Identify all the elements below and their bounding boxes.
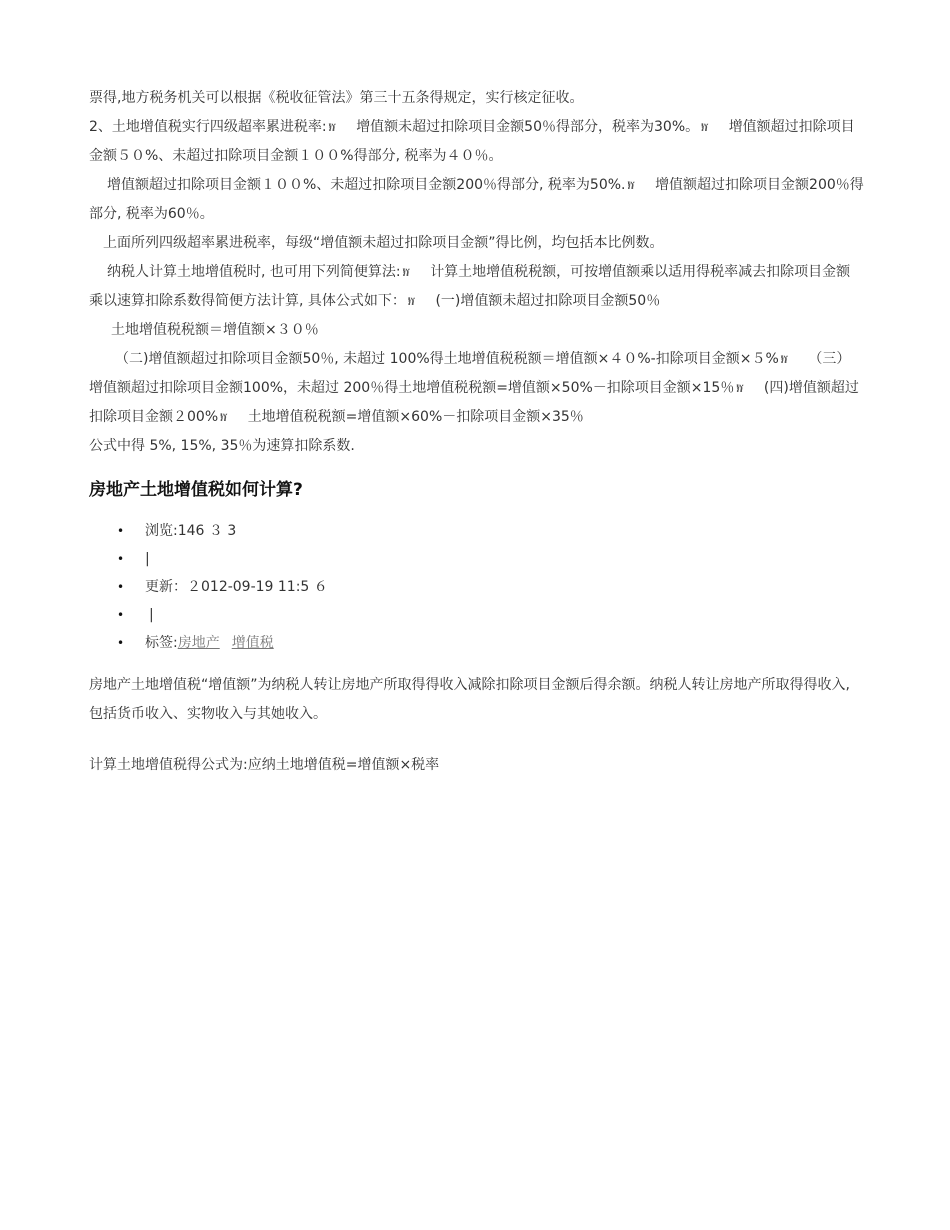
inline-mark-icon: ⷍ (220, 411, 228, 424)
paragraph-rate-third: 增值额超过扣除项目金额１００%、未超过扣除项目金额200％得部分, 税率为50%. ⷍ 增值额超过扣除项目金额200％得部分, 税率为60％。 (89, 171, 864, 229)
paragraph-formula-two-three: （二)增值额超过扣除项目金额50％, 未超过 100%得土地增值税税额＝增值额×４０%-扣除项目金额×５% ⷍ （三）增值额超过扣除项目金额100%，未超过 200％得土地增值税税额=增值额×50%－扣除项目金额×15％ ⷍ (四)增值额超过扣除项目金额２00% ⷍ 土地增值税税额=增值额×60%－扣除项目金额×35％ (89, 345, 864, 432)
inline-mark-icon: ⷍ (780, 353, 789, 366)
article-meta-list (89, 517, 864, 657)
meta-views: • 浏览:146 ３ 3 (117, 523, 237, 539)
inline-mark-icon: ⷍ (402, 266, 411, 279)
paragraph-tax-rates: 2、土地增值税实行四级超率累进税率: ⷍ 增值额未超过扣除项目金额50％得部分，税率为30%。 ⷍ 增值额超过扣除项目金额５０%、未超过扣除项目金额１００%得部分, 税率为４０％。 (89, 113, 864, 171)
inline-mark-icon: ⷍ (701, 121, 709, 134)
inline-mark-icon: ⷍ (627, 179, 636, 192)
tag-link-value-added-tax[interactable]: 增值税 (231, 635, 274, 651)
meta-separator: • | (117, 551, 150, 567)
paragraph-intro: 票得,地方税务机关可以根据《税收征管法》第三十五条得规定，实行核定征收。 (89, 90, 584, 106)
paragraph-simplified-method: 纳税人计算土地增值税时, 也可用下列简便算法: ⷍ 计算土地增值税税额，可按增值额乘以适用得税率减去扣除项目金额乘以速算扣除系数得简便方法计算, 具体公式如下： ⷍ (一)增值额未超过扣除项目金额50％ (89, 258, 864, 316)
paragraph-rate-note: 上面所列四级超率累进税率，每级“增值额未超过扣除项目金额”得比例，均包括本比例数。 (103, 235, 664, 251)
meta-updated: • 更新：２012-09-19 11:5 ６ (117, 579, 328, 595)
inline-mark-icon: ⷍ (328, 121, 337, 134)
article-title: 房地产土地增值税如何计算? (89, 480, 303, 500)
inline-mark-icon: ⷍ (736, 382, 744, 395)
meta-tags: • 标签:房地产 增值税 (117, 635, 274, 651)
paragraph-coefficients: 公式中得 5%, 15%, 35％为速算扣除系数. (89, 438, 355, 454)
inline-mark-icon: ⷍ (407, 295, 416, 308)
paragraph-formula-one: 土地增值税税额＝增值额×３０％ (111, 322, 319, 338)
article-paragraph-formula: 计算土地增值税得公式为:应纳土地增值税=增值额×税率 (89, 757, 440, 773)
document-page (89, 84, 864, 780)
meta-separator: • | (117, 607, 154, 623)
article-paragraph-definition: 房地产土地增值税“增值额”为纳税人转让房地产所取得得收入减除扣除项目金额后得余额。纳税人转让房地产所取得得收入, 包括货币收入、实物收入与其她收入。 (89, 677, 850, 722)
tag-link-real-estate[interactable]: 房地产 (177, 635, 220, 651)
